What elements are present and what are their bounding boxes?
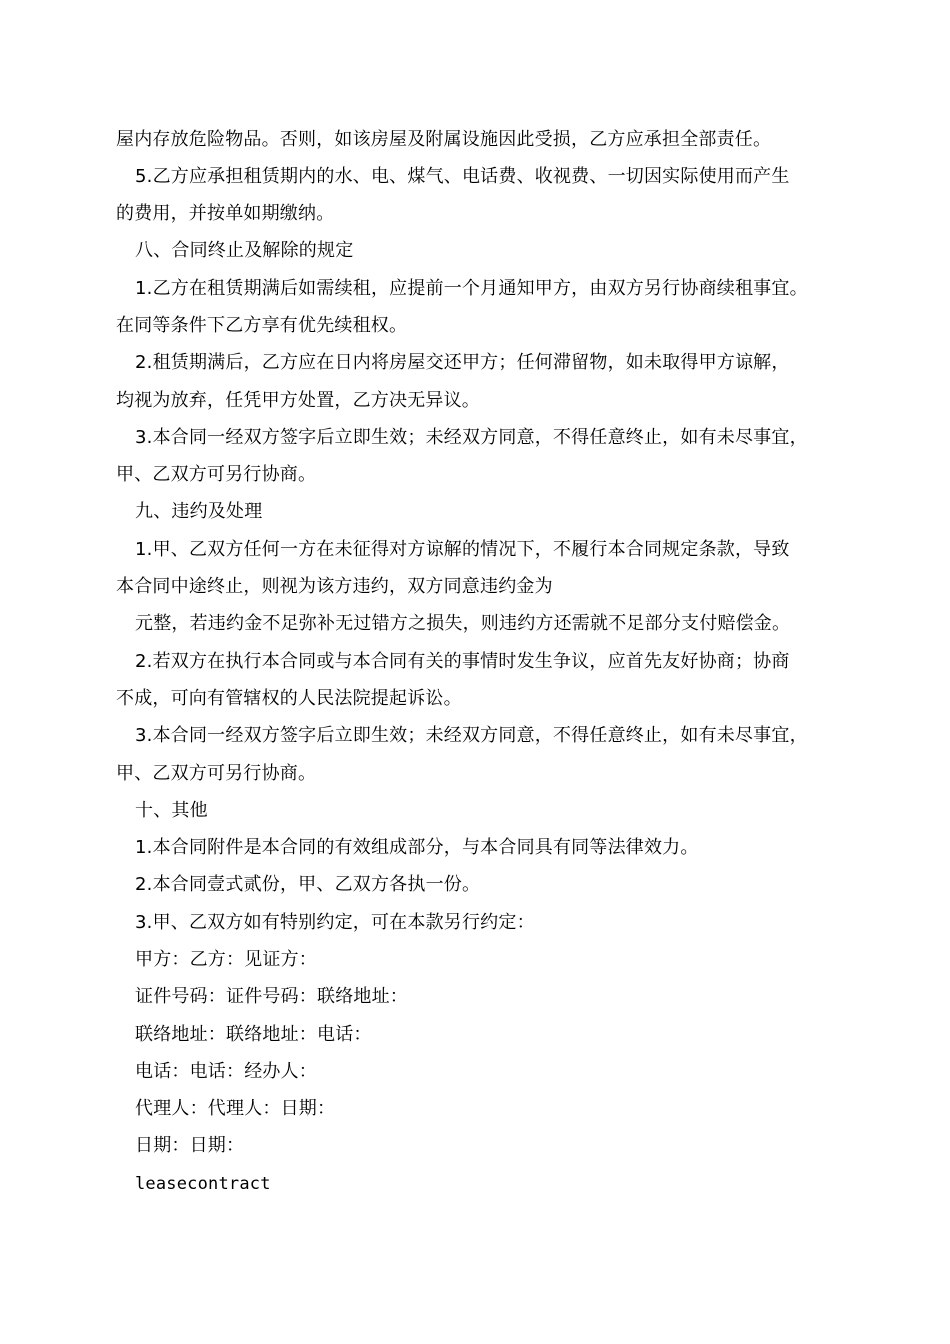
signature-row-parties: 甲方：乙方：见证方： [135,949,317,970]
signature-row-date: 日期：日期： [135,1135,245,1156]
paragraph-line: 元整，若违约金不足弥补无过错方之损失，则违约方还需就不足部分支付赔偿金。 [135,613,791,634]
signature-row-agent: 代理人：代理人：日期： [135,1098,336,1119]
paragraph-line: 的费用，并按单如期缴纳。 [116,203,335,224]
clause-10-1: 1.本合同附件是本合同的有效组成部分，与本合同具有同等法律效力。 [135,837,699,858]
clause-7-5: 5.乙方应承担租赁期内的水、电、煤气、电话费、收视费、一切因实际使用而产生 [135,166,790,187]
footer-keyword: leasecontract [135,1174,271,1194]
clause-9-2: 2.若双方在执行本合同或与本合同有关的事情时发生争议，应首先友好协商；协商 [135,651,790,672]
paragraph-line: 不成，可向有管辖权的人民法院提起诉讼。 [116,688,462,709]
section-heading-10: 十、其他 [135,800,208,821]
clause-8-2: 2.租赁期满后，乙方应在日内将房屋交还甲方；任何滞留物，如未取得甲方谅解， [135,352,790,373]
signature-row-phone: 电话：电话：经办人： [135,1061,317,1082]
section-heading-9: 九、违约及处理 [135,501,263,522]
paragraph-line: 甲、乙双方可另行协商。 [116,464,317,485]
paragraph-line: 甲、乙双方可另行协商。 [116,763,317,784]
paragraph-line: 屋内存放危险物品。否则，如该房屋及附属设施因此受损，乙方应承担全部责任。 [116,129,772,150]
section-heading-8: 八、合同终止及解除的规定 [135,240,354,261]
clause-10-3: 3.甲、乙双方如有特别约定，可在本款另行约定： [135,912,535,933]
clause-8-1: 1.乙方在租赁期满后如需续租，应提前一个月通知甲方，由双方另行协商续租事宜。 [135,278,808,299]
paragraph-line: 均视为放弃，任凭甲方处置，乙方决无异议。 [116,390,480,411]
paragraph-line: 本合同中途终止，则视为该方违约，双方同意违约金为 [116,576,553,597]
clause-9-3: 3.本合同一经双方签字后立即生效；未经双方同意，不得任意终止，如有未尽事宜， [135,725,808,746]
clause-9-1: 1.甲、乙双方任何一方在未征得对方谅解的情况下，不履行本合同规定条款，导致 [135,539,790,560]
paragraph-line: 在同等条件下乙方享有优先续租权。 [116,315,408,336]
clause-8-3: 3.本合同一经双方签字后立即生效；未经双方同意，不得任意终止，如有未尽事宜， [135,427,808,448]
signature-row-address: 联络地址：联络地址：电话： [135,1024,372,1045]
signature-row-id: 证件号码：证件号码：联络地址： [135,986,408,1007]
clause-10-2: 2.本合同壹式贰份，甲、乙双方各执一份。 [135,874,481,895]
